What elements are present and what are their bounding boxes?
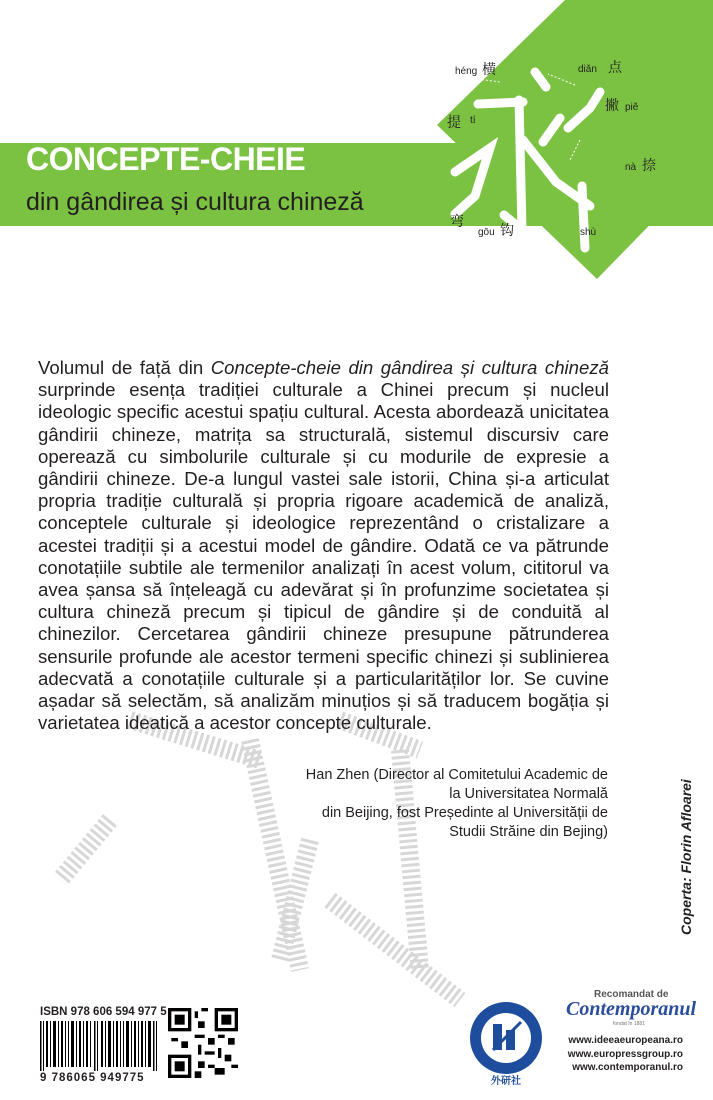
svg-text:捺: 捺 [642,157,656,173]
stroke-heng-label: héng [455,66,478,77]
svg-text:撇: 撇 [605,97,619,113]
svg-text:gōu: gōu [478,227,495,238]
contemporanul-sub: fondat în 1881 [613,1021,645,1027]
back-cover-description: Volumul de față din Concepte-cheie din gândirea și cultura chineză surprinde esența tradiției culturale a Chinei precum și nucleul ideologic specific acestui spațiu cultural. Acesta abordează unicitatea gândirii chineze, matrița sa structurală, sistemul discursiv care operează cu simbolurile culturale și cu modurile de expresie a gândirii chineze. De-a lungul vastei sale istorii, China și-a articulat propria tradiție culturală și propria rigoare academică de analiză, conceptele culturale și ideologice reprezentând o cristalizare a acestei tradiții și a acestui model de gândire. Odată ce va pătrunde conotațiile subtile ale termenilor analizați în acest volum, cititorul va avea șansa să înțeleagă cu adevărat și în profunzime societatea și cultura chineză precum și tipicul de gândire și de conduită al chinezilor. Cercetarea gândirii chineze presupune pătrunderea sensurile profunde ale acestor termeni specific chinezi și sublinierea adecvată a conotațiile culturale și a particularităților lor. Se cuvine așadar să selectăm, să analizăm minuțios și să traducem bogăția și varietatea ideatică a acestor concepte culturale. [38,357,609,734]
barcode [40,1021,158,1071]
svg-text:tí: tí [470,115,476,126]
url-link[interactable]: www.europressgroup.ro [567,1048,683,1060]
isbn-label: ISBN 978 606 594 977 5 [40,1006,167,1018]
svg-text:弯: 弯 [450,213,464,229]
book-title: CONCEPTE-CHEIE [26,141,306,177]
book-title-inline: Concepte-cheie din gândirea și cultura chineză [210,357,609,378]
publisher-urls [565,1034,683,1075]
qr-code[interactable] [168,1008,238,1078]
barcode-number: 9 786065 949775 [40,1072,145,1084]
svg-text:横: 横 [482,61,496,77]
recommended-label: Recomandat de [594,989,669,1000]
svg-text:外研社: 外研社 [491,1076,521,1086]
svg-text:shù: shù [580,227,597,238]
stroke-dian-label: diǎn [578,64,597,75]
svg-text:点: 点 [608,59,622,75]
url-link[interactable]: www.ideeaeuropeana.ro [568,1035,683,1046]
contemporanul-logo: Contemporanul [566,998,697,1020]
svg-text:nà: nà [625,162,637,173]
svg-text:提: 提 [447,114,461,130]
book-subtitle: din gândirea și cultura chineză [26,188,364,216]
cover-credit: Coperta: Florin Afloarei [678,779,694,935]
svg-text:钩: 钩 [500,222,514,238]
svg-text:piě: piě [625,102,639,113]
attribution: Han Zhen (Director al Comitetului Academic de la Universitatea Normală din Beijing, fost Președinte al Universității de Studii Străine din Bejing) [305,767,608,840]
url-link[interactable]: www.contemporanul.ro [572,1062,683,1073]
publisher-logo [466,1000,546,1086]
